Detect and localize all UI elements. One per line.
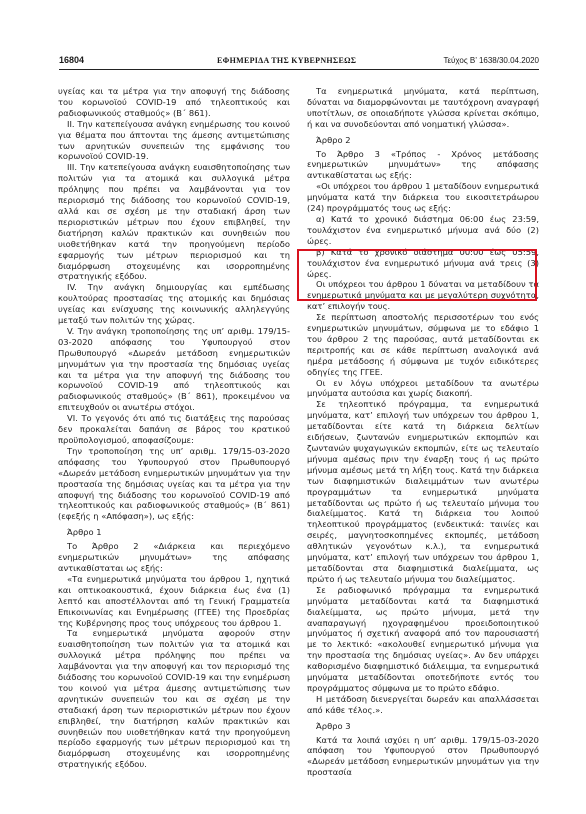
paragraph: Το Άρθρο 2 «Διάρκεια και περιεχόμενο ενημερωτικών μηνυμάτων» της απόφασης αντικαθίσταται ως εξής: [58, 541, 290, 573]
paragraph: ΙΙ. Την κατεπείγουσα ανάγκη ενημέρωσης του κοινού για θέματα που άπτονται της άμεσης αντιμετώπισης των αρνητικών συνεπειών της εμφάνισης του κορωνοϊού COVID-19. [58, 118, 290, 162]
paragraph: Σε τηλεοπτικό πρόγραμμα, τα ενημερωτικά μηνύματα, κατ’ επιλογή των υπόχρεων του άρθρου 1, μεταδίδονται είτε κατά τη διάρκεια δελτίων ειδήσεων, ζωντανών ενημερωτικών εκπομπών και ζωντανών ψυχαγωγικών εκπομπών, είτε ως τελευταίο μήνυμα αμέσως πριν την έναρξη τους ή ως πρώτο μήνυμα αμέσως μετά τη λήξη τους. Κατά την διάρκεια των διαφημιστικών διαλειμμάτων των ανωτέρω προγραμμάτων τα ενημερωτικά μηνύματα μεταδίδονται ως πρώτο ή ως τελευταίο μήνυμα του διαλείμματος. Κατά τη διάρκεια του λοιπού τηλεοπτικού προγράμματος (ενδεικτικά: ταινίες και σειρές, μαγνητοσκοπημένες εκπομπές, μετάδοση αθλητικών γεγονότων κ.λ.), τα ενημερωτικά μηνύματα, κατ’ επιλογή των υπόχρεων του άρθρου 1, μεταδίδονται στα διαφημιστικά διαλείμματα, ως πρώτο ή ως τελευταίο μήνυμα του διαλείμματος. [307, 399, 539, 584]
paragraph: III. Την κατεπείγουσα ανάγκη ευαισθητοποίησης των πολιτών για τα ατομικά και συλλογικά μέτρα πρόληψης που πρέπει να λαμβάνονται για τον περιορισμό της διάδοσης του κορωνοϊού COVID-19, αλλά και σε σχέση με την σταδιακή άρση των περιοριστικών μέτρων που έχουν επιβληθεί, την διατήρηση καλών πρακτικών και συνηθειών που υιοθετήθηκαν κατά την προηγούμενη περίοδο εφαρμογής των μέτρων περιορισμού και τη διαμόρφωση στοχευμένης και ισορροπημένης στρατηγικής εξόδου. [58, 162, 290, 282]
article-heading: Άρθρο 1 [67, 527, 102, 538]
paragraph: Σε ραδιοφωνικό πρόγραμμα τα ενημερωτικά μηνύματα μεταδίδονται κατά τα διαφημιστικά διαλείμματα, ως πρώτο μήνυμα, μετά την αναπαραγωγή ηχογραφημένου προειδοποιητικού μηνύματος ή σχετική αναφορά από τον παρουσιαστή με το λεκτικό: «ακολουθεί ενημερωτικό μήνυμα για την προστασία της δημόσιας υγείας». Αν δεν υπάρχει καθορισμένο διαφημιστικό διάλειμμα, τα ενημερωτικά μηνύματα μεταδίδονται οποτεδήποτε εντός του προγράμματος σύμφωνα με το πρώτο εδάφιο. [307, 584, 539, 693]
paragraph: «Οι υπόχρεοι του άρθρου 1 μεταδίδουν ενημερωτικά μηνύματα κατά την διάρκεια του εικοσιτετράωρου (24) προγράμματός τους ως εξής: [307, 181, 539, 214]
paragraph: Την τροποποίηση της υπ’ αριθμ. 179/15-03-2020 απόφασης του Υφυπουργού στον Πρωθυπουργό «Δωρεάν μετάδοση ενημερωτικών μηνυμάτων για την προστασία της δημόσιας υγείας και τα μέτρα για την αποφυγή της διάδοσης του κορωνοϊού COVID-19 από τηλεοπτικούς και ραδιοφωνικούς σταθμούς» (Β΄ 861) (εφεξής η «Απόφαση»), ως εξής: [58, 445, 290, 522]
paragraph: Κατά τα λοιπά ισχύει η υπ’ αριθμ. 179/15-03-2020 απόφαση του Υφυπουργού στον Πρωθυπουργό «Δωρεάν μετάδοση ενημερωτικών μηνυμάτων για την προστασία [307, 734, 539, 778]
paragraph: Σε περίπτωση αποστολής περισσοτέρων του ενός ενημερωτικών μηνυμάτων, σύμφωνα με το εδάφιο 1 του άρθρου 2 της παρούσας, αυτά μεταδίδονται εκ περιτροπής και σε κάθε περίπτωση αναλογικά ανά ημέρα μετάδοσης ή σύμφωνα με τυχόν ειδικότερες οδηγίες της ΓΓΕΕ. [307, 312, 539, 377]
article-heading: Άρθρο 2 [316, 134, 351, 145]
paragraph: Τα ενημερωτικά μηνύματα αφορούν στην ευαισθητοποίηση των πολιτών για τα ατομικά και συλλογικά μέτρα πρόληψης που πρέπει να λαμβάνονται για την αποφυγή και τον περιορισμό της διάδοσης του κορωνοϊού COVID-19 και την ενημέρωση του κοινού για μέτρα άμεσης αντιμετώπισης των αρνητικών συνεπειών του και σε σχέση με την σταδιακή άρση των περιοριστικών μέτρων που έχουν επιβληθεί, την διατήρηση καλών πρακτικών και συνηθειών που υιοθετήθηκαν κατά την προηγούμενη περίοδο εφαρμογής των μέτρων περιορισμού και τη διαμόρφωση στοχευμένης και ισορροπημένης στρατηγικής εξόδου. [58, 628, 290, 770]
right-column [307, 86, 539, 778]
paragraph: Τα ενημερωτικά μηνύματα, κατά περίπτωση, δύναται να διαμορφώνονται με ταυτόχρονη αναγραφή υποτίτλων, σε οποιαδήποτε γλώσσα κρίνεται σκόπιμο, ή και να συνοδεύονται από νοηματική γλώσσα». [307, 86, 539, 129]
left-column [58, 86, 290, 770]
paragraph: α) Κατά το χρονικό διάστημα 06:00 έως 23:59, τουλάχιστον ένα ενημερωτικό μήνυμα ανά δύο (2) ώρες. [307, 213, 539, 246]
article-heading: Άρθρο 3 [316, 720, 351, 731]
paragraph: IV. Την ανάγκη δημιουργίας και εμπέδωσης κουλτούρας προστασίας της ατομικής και δημόσιας υγείας και ενίσχυσης της κοινωνικής αλληλεγγύης μεταξύ των πολιτών της χώρας. [58, 282, 290, 326]
paragraph: υγείας και τα μέτρα για την αποφυγή της διάδοσης του κορωνοϊού COVID-19 από τηλεοπτικούς και ραδιοφωνικούς σταθμούς» (Β΄ 861). [58, 86, 290, 118]
gazette-title: ΕΦΗΜΕΡΙΔΑ ΤΗΣ ΚΥΒΕΡΝΗΣΕΩΣ [217, 56, 357, 65]
paragraph: «Τα ενημερωτικά μηνύματα του άρθρου 1, ηχητικά και οπτικοακουστικά, έχουν διάρκεια έως ένα (1) λεπτό και αποστέλλονται από τη Γενική Γραμματεία Επικοινωνίας και Ενημέρωσης (ΓΓΕΕ) της Προεδρίας της Κυβέρνησης προς τους υπόχρεους του άρθρου 1. [58, 573, 290, 628]
paragraph: Οι υπόχρεοι του άρθρου 1 δύναται να μεταδίδουν τα ενημερωτικά μηνύματα και με μεγαλύτερη συχνότητα, κατ’ επιλογήν τους. [307, 279, 539, 312]
paragraph: VI. Το γεγονός ότι από τις διατάξεις της παρούσας δεν προκαλείται δαπάνη σε βάρος του κρατικού προϋπολογισμού, αποφασίζουμε: [58, 413, 290, 445]
page-header [59, 55, 539, 69]
paragraph: V. Την ανάγκη τροποποίησης της υπ’ αριθμ. 179/15-03-2020 απόφασης του Υφυπουργού στον Πρωθυπουργό «Δωρεάν μετάδοση ενημερωτικών μηνυμάτων για την προστασία της δημόσιας υγείας και τα μέτρα για την αποφυγή της διάδοσης του κορωνοϊού COVID-19 από τηλεοπτικούς και ραδιοφωνικούς σταθμούς» (Β΄ 861), προκειμένου να επιτευχθούν οι ανωτέρω στόχοι. [58, 325, 290, 413]
paragraph: Οι εν λόγω υπόχρεοι μεταδίδουν τα ανωτέρω μηνύματα αυτούσια και χωρίς διακοπή. [307, 377, 539, 399]
paragraph: Η μετάδοση διενεργείται δωρεάν και απαλλάσσεται από κάθε τέλος.». [307, 693, 539, 715]
issue-info: Τεύχος Β’ 1638/30.04.2020 [443, 56, 539, 65]
paragraph: Το Άρθρο 3 «Τρόπος - Χρόνος μετάδοσης ενημερωτικών μηνυμάτων» της απόφασης αντικαθίσταται ως εξής: [307, 148, 539, 181]
highlight-box [297, 246, 539, 301]
paragraph: β) Κατά το χρονικό διάστημα 00:00 έως 05:59, τουλάχιστον ένα ενημερωτικό μήνυμα ανά τρεις (3) ώρες. [307, 246, 539, 279]
header-rule [59, 69, 539, 70]
page-number: 16804 [59, 55, 85, 65]
